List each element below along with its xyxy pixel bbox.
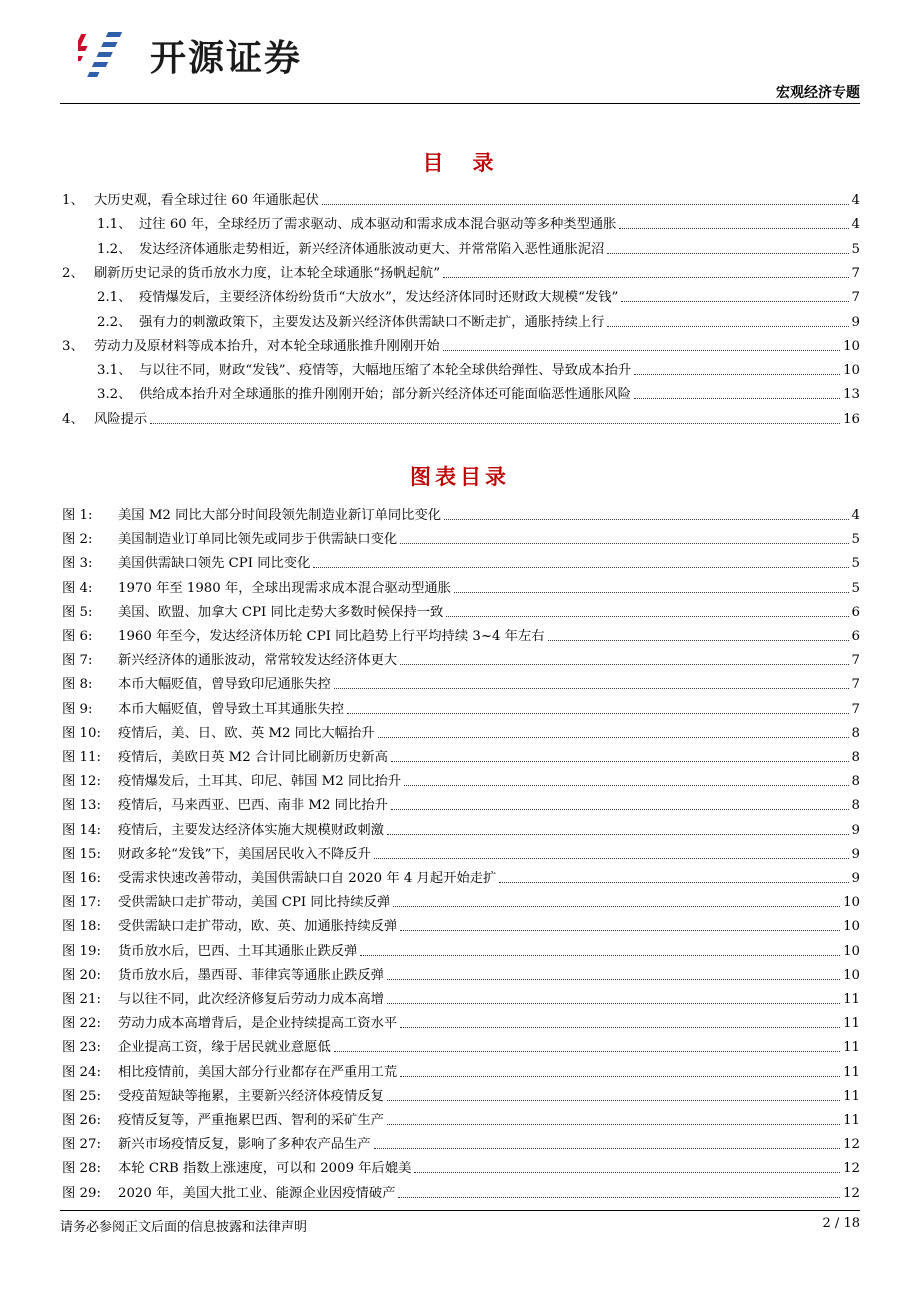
entry-title: 劳动力成本高增背后，是企业持续提高工资水平 (118, 1016, 398, 1032)
entry-title: 1970 年至 1980 年，全球出现需求成本混合驱动型通胀 (118, 580, 451, 596)
figure-entry[interactable] (62, 815, 860, 839)
entry-page-number: 8 (851, 750, 860, 765)
figure-entry[interactable] (62, 1153, 860, 1177)
entry-title: 强有力的刺激政策下，主要发达及新兴经济体供需缺口不断走扩，通胀持续上行 (139, 314, 605, 330)
dot-leader (400, 543, 848, 544)
entry-title: 疫情后，美、日、欧、英 M2 同比大幅抬升 (118, 725, 375, 741)
entry-title: 货币放水后，巴西、土耳其通胀止跌反弹 (118, 943, 358, 959)
figure-entry[interactable] (62, 669, 860, 693)
dot-leader (374, 858, 849, 859)
entry-page-number: 12 (843, 1161, 860, 1177)
dot-leader (499, 882, 848, 883)
entry-number: 1.1、 (97, 217, 132, 233)
entry-page-number: 11 (843, 1088, 860, 1104)
entry-title: 美国供需缺口领先 CPI 同比变化 (118, 556, 311, 572)
entry-title: 本轮 CRB 指数上涨速度，可以和 2009 年后媲美 (118, 1161, 412, 1177)
dot-leader (443, 350, 840, 351)
entry-number: 图 23: (62, 1040, 101, 1056)
entry-number: 图 16: (62, 871, 101, 886)
entry-title: 与以往不同，财政“发钱”、疫情等，大幅地压缩了本轮全球供给弹性、导致成本抬升 (139, 363, 632, 379)
dot-leader (150, 423, 840, 424)
dot-leader (607, 253, 848, 254)
entry-page-number: 9 (851, 822, 860, 838)
dot-leader (414, 1172, 840, 1173)
entry-number: 图 26: (62, 1113, 101, 1128)
entry-number: 图 28: (62, 1161, 101, 1177)
entry-page-number: 9 (851, 846, 860, 862)
dot-leader (444, 519, 848, 520)
entry-page-number: 10 (843, 919, 860, 935)
figure-entry[interactable] (62, 742, 860, 766)
entry-title: 受供需缺口走扩带动，欧、英、加通胀持续反弹 (118, 919, 398, 935)
entry-title: 发达经济体通胀走势相近，新兴经济体通胀波动更大、并常常陷入恶性通胀泥沼 (139, 241, 605, 257)
footer-disclaimer: 请务必参阅正文后面的信息披露和法律声明 (60, 1220, 308, 1235)
entry-title: 受疫苗短缺等拖累，主要新兴经济体疫情反复 (118, 1088, 384, 1104)
dot-leader (360, 955, 840, 956)
dot-leader (400, 664, 848, 665)
entry-page-number: 11 (843, 1113, 860, 1128)
report-type-label: 宏观经济专题 (776, 85, 860, 101)
entry-title: 受供需缺口走扩带动，美国 CPI 同比持续反弹 (118, 895, 391, 911)
toc-entry[interactable] (97, 307, 860, 331)
dot-leader (404, 785, 848, 786)
entry-title: 疫情后，美欧日英 M2 合计同比刷新历史新高 (118, 750, 388, 765)
entry-page-number: 5 (851, 532, 860, 548)
entry-page-number: 8 (851, 798, 860, 814)
figure-entry[interactable] (62, 1129, 860, 1153)
dot-leader (619, 228, 848, 229)
dot-leader (378, 737, 849, 738)
figure-entry[interactable] (62, 863, 860, 887)
toc-entry[interactable] (62, 404, 860, 428)
dot-leader (400, 930, 840, 931)
dot-leader (313, 567, 848, 568)
entry-page-number: 12 (843, 1185, 860, 1201)
page-indicator: 2 / 18 (822, 1216, 860, 1231)
entry-number: 图 24: (62, 1064, 101, 1080)
figure-entry[interactable] (62, 524, 860, 548)
entry-title: 新兴市场疫情反复，影响了多种农产品生产 (118, 1137, 371, 1153)
figure-entry[interactable] (62, 1008, 860, 1032)
dot-leader (387, 1124, 840, 1125)
figure-entry[interactable] (62, 1178, 860, 1202)
entry-title: 疫情爆发后，土耳其、印尼、韩国 M2 同比抬升 (118, 774, 402, 790)
dot-leader (391, 809, 849, 810)
entry-title: 美国 M2 同比大部分时间段领先制造业新订单同比变化 (118, 508, 442, 523)
dot-leader (393, 906, 840, 907)
dot-leader (621, 301, 848, 302)
dot-leader (374, 1148, 840, 1149)
entry-number: 图 12: (62, 774, 101, 790)
entry-page-number: 16 (843, 411, 860, 427)
entry-title: 财政多轮“发钱”下，美国居民收入不降反升 (118, 846, 371, 862)
entry-page-number: 11 (843, 1040, 860, 1056)
entry-title: 劳动力及原材料等成本抬升，对本轮全球通胀推升刚刚开始 (94, 338, 440, 354)
dot-leader (400, 1076, 840, 1077)
entry-page-number: 7 (851, 265, 860, 281)
entry-number: 图 10: (62, 725, 101, 741)
figure-entry[interactable] (62, 984, 860, 1008)
toc-entry[interactable] (97, 379, 860, 403)
entry-number: 图 1: (62, 508, 93, 523)
entry-page-number: 7 (851, 653, 860, 669)
entry-number: 2.1、 (97, 290, 132, 306)
dot-leader (387, 979, 840, 980)
entry-page-number: 10 (843, 338, 860, 354)
entry-number: 图 29: (62, 1185, 101, 1201)
dot-leader (387, 1003, 840, 1004)
dot-leader (548, 640, 849, 641)
entry-page-number: 7 (851, 677, 860, 693)
entry-page-number: 9 (851, 871, 860, 886)
figure-entry[interactable] (62, 645, 860, 669)
entry-title: 企业提高工资，缘于居民就业意愿低 (118, 1040, 331, 1056)
figure-entry[interactable] (62, 573, 860, 597)
entry-title: 过往 60 年，全球经历了需求驱动、成本驱动和需求成本混合驱动等多种类型通胀 (139, 217, 617, 233)
entry-page-number: 7 (851, 701, 860, 717)
entry-number: 图 6: (62, 629, 93, 644)
dot-leader (334, 688, 849, 689)
entry-number: 图 18: (62, 919, 101, 935)
toc-entry[interactable] (97, 234, 860, 258)
figure-entry[interactable] (62, 766, 860, 790)
dot-leader (322, 204, 849, 205)
entry-number: 图 3: (62, 556, 93, 572)
entry-number: 图 14: (62, 822, 101, 838)
entry-page-number: 10 (843, 967, 860, 983)
page-header (60, 0, 860, 103)
entry-number: 3.2、 (97, 387, 132, 403)
entry-page-number: 6 (851, 629, 860, 644)
dot-leader (387, 1100, 840, 1101)
toc-entry[interactable] (62, 185, 860, 209)
entry-page-number: 8 (851, 774, 860, 790)
dot-leader (634, 374, 840, 375)
entry-number: 3.1、 (97, 363, 132, 379)
toc-entry[interactable] (97, 282, 860, 306)
figure-entry[interactable] (62, 500, 860, 524)
entry-number: 2.2、 (97, 314, 132, 330)
entry-page-number: 13 (843, 387, 860, 403)
entry-number: 图 20: (62, 967, 101, 983)
entry-title: 大历史观，看全球过往 60 年通胀起伏 (94, 193, 319, 208)
figure-entry[interactable] (62, 936, 860, 960)
brand-logo-icon (78, 28, 138, 80)
figure-entry[interactable] (62, 911, 860, 935)
entry-title: 疫情爆发后，主要经济体纷纷货币“大放水”，发达经济体同时还财政大规模“发钱” (139, 290, 619, 306)
figure-entry[interactable] (62, 1105, 860, 1129)
entry-page-number: 4 (851, 217, 860, 233)
figure-entry[interactable] (62, 1057, 860, 1081)
toc-entry[interactable] (62, 258, 860, 282)
figure-entry[interactable] (62, 1081, 860, 1105)
entry-page-number: 10 (843, 363, 860, 379)
dot-leader (400, 1027, 840, 1028)
entry-title: 美国制造业订单同比领先或同步于供需缺口变化 (118, 532, 398, 548)
entry-page-number: 4 (851, 193, 860, 208)
entry-number: 1.2、 (97, 241, 132, 257)
entry-page-number: 5 (851, 580, 860, 596)
toc-entry[interactable] (97, 355, 860, 379)
toc-entry[interactable] (62, 331, 860, 355)
entry-page-number: 9 (851, 314, 860, 330)
figure-entry[interactable] (62, 887, 860, 911)
entry-number: 4、 (62, 411, 84, 427)
entry-title: 2020 年，美国大批工业、能源企业因疫情破产 (118, 1185, 396, 1201)
entry-title: 刷新历史记录的货币放水力度，让本轮全球通胀“扬帆起航” (94, 265, 441, 281)
dot-leader (387, 834, 849, 835)
entry-title: 疫情后，马来西亚、巴西、南非 M2 同比抬升 (118, 798, 388, 814)
footer-divider (60, 1210, 860, 1211)
entry-number: 图 11: (62, 750, 101, 765)
entry-page-number: 7 (851, 290, 860, 306)
entry-number: 图 15: (62, 846, 101, 862)
entry-number: 图 27: (62, 1137, 101, 1153)
entry-page-number: 5 (851, 556, 860, 572)
entry-title: 美国、欧盟、加拿大 CPI 同比走势大多数时候保持一致 (118, 604, 444, 620)
entry-number: 1、 (62, 193, 84, 208)
entry-title: 受需求快速改善带动，美国供需缺口自 2020 年 4 月起开始走扩 (118, 871, 497, 886)
entry-title: 相比疫情前，美国大部分行业都存在严重用工荒 (118, 1064, 398, 1080)
figure-entry[interactable] (62, 960, 860, 984)
entry-title: 疫情后，主要发达经济体实施大规模财政刺激 (118, 822, 384, 838)
dot-leader (634, 398, 840, 399)
figure-entry[interactable] (62, 621, 860, 645)
entry-number: 图 5: (62, 604, 93, 620)
figure-entry[interactable] (62, 548, 860, 572)
figures-title: 图表目录 (410, 465, 510, 489)
entry-title: 本币大幅贬值，曾导致土耳其通胀失控 (118, 701, 345, 717)
header-divider (60, 103, 860, 104)
entry-title: 供给成本抬升对全球通胀的推升刚刚开始；部分新兴经济体还可能面临恶性通胀风险 (139, 387, 631, 403)
entry-title: 本币大幅贬值，曾导致印尼通胀失控 (118, 677, 331, 693)
entry-page-number: 11 (843, 1064, 860, 1080)
figure-entry[interactable] (62, 597, 860, 621)
dot-leader (446, 616, 848, 617)
entry-number: 图 2: (62, 532, 93, 548)
figure-entry[interactable] (62, 718, 860, 742)
entry-page-number: 6 (851, 604, 860, 620)
entry-number: 图 8: (62, 677, 93, 693)
entry-page-number: 12 (843, 1137, 860, 1153)
entry-number: 图 4: (62, 580, 93, 596)
dot-leader (454, 592, 849, 593)
entry-title: 货币放水后，墨西哥、菲律宾等通胀止跌反弹 (118, 967, 384, 983)
dot-leader (334, 1051, 840, 1052)
dot-leader (607, 326, 848, 327)
brand-name: 开源证券 (150, 38, 303, 79)
entry-title: 风险提示 (94, 411, 148, 427)
entry-page-number: 8 (851, 725, 860, 741)
figure-entry[interactable] (62, 839, 860, 863)
entry-number: 图 25: (62, 1088, 101, 1104)
entry-number: 图 22: (62, 1016, 101, 1032)
toc-title: 目 录 (422, 151, 498, 175)
figure-entry[interactable] (62, 694, 860, 718)
figure-entry[interactable] (62, 790, 860, 814)
figure-entry[interactable] (62, 1032, 860, 1056)
entry-title: 与以往不同，此次经济修复后劳动力成本高增 (118, 992, 384, 1007)
dot-leader (443, 277, 849, 278)
entry-page-number: 11 (843, 1016, 860, 1032)
entry-title: 疫情反复等，严重拖累巴西、智利的采矿生产 (118, 1113, 384, 1128)
dot-leader (391, 761, 849, 762)
entry-number: 2、 (62, 265, 84, 281)
dot-leader (398, 1197, 840, 1198)
entry-page-number: 10 (843, 943, 860, 959)
entry-page-number: 11 (843, 992, 860, 1007)
entry-title: 新兴经济体的通胀波动，常常较发达经济体更大 (118, 653, 398, 669)
entry-title: 1960 年至今，发达经济体历轮 CPI 同比趋势上行平均持续 3~4 年左右 (118, 629, 545, 644)
entry-number: 图 19: (62, 943, 101, 959)
entry-number: 图 9: (62, 701, 93, 717)
entry-page-number: 4 (851, 508, 860, 523)
dot-leader (347, 713, 848, 714)
entry-number: 图 13: (62, 798, 101, 814)
entry-number: 图 7: (62, 653, 93, 669)
entry-page-number: 10 (843, 895, 860, 911)
entry-page-number: 5 (851, 241, 860, 257)
entry-number: 3、 (62, 338, 84, 354)
entry-number: 图 17: (62, 895, 101, 911)
entry-number: 图 21: (62, 992, 101, 1007)
toc-entry[interactable] (97, 209, 860, 233)
